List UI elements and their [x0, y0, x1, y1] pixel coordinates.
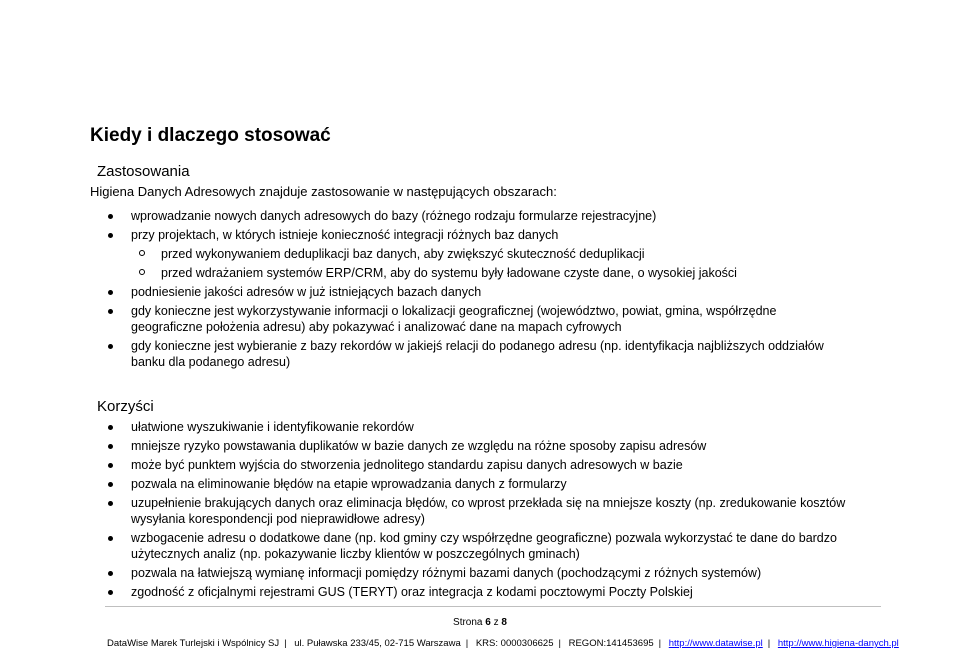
bullet-icon	[108, 425, 113, 430]
list-subitem: przed wdrażaniem systemów ERP/CRM, aby do systemu były ładowane czyste dane, o wysokiej jakości	[0, 265, 851, 281]
page-heading: Kiedy i dlaczego stosować	[90, 125, 331, 146]
footer-address: ul. Puławska 233/45, 02-715 Warszawa	[294, 638, 461, 649]
list-item: podniesienie jakości adresów w już istniejących bazach danych	[0, 284, 851, 300]
bullet-icon	[108, 444, 113, 449]
footer-link-datawise[interactable]: http://www.datawise.pl	[668, 638, 763, 649]
list-item: przy projektach, w których istnieje konieczność integracji różnych baz danych	[0, 227, 851, 243]
list-item: gdy konieczne jest wykorzystywanie informacji o lokalizacji geograficznej (województwo, powiat, gmina, współrzędne geograficzne położenia adresu) aby pokazywać i analizować dane na mapach cyfrowych	[0, 303, 851, 335]
applications-list	[0, 208, 851, 373]
bullet-icon	[108, 501, 113, 506]
list-item: wprowadzanie nowych danych adresowych do bazy (różnego rodzaju formularze rejestracyjne)	[0, 208, 851, 224]
bullet-icon	[108, 309, 113, 314]
bullet-icon	[108, 344, 113, 349]
bullet-icon	[108, 536, 113, 541]
list-item: pozwala na łatwiejszą wymianę informacji pomiędzy różnymi bazami danych (pochodzącymi z różnych systemów)	[0, 565, 851, 581]
list-item: ułatwione wyszukiwanie i identyfikowanie rekordów	[0, 419, 851, 435]
footer-krs: KRS: 0000306625	[475, 638, 554, 649]
footer-link-higiena[interactable]: http://www.higiena-danych.pl	[777, 638, 899, 649]
bullet-icon	[108, 590, 113, 595]
bullet-icon	[108, 290, 113, 295]
footer-divider	[105, 606, 881, 607]
list-item: mniejsze ryzyko powstawania duplikatów w bazie danych ze względu na różne sposoby zapisu adresów	[0, 438, 851, 454]
list-item: gdy konieczne jest wybieranie z bazy rekordów w jakiejś relacji do podanego adresu (np. identyfikacja najbliższych oddziałów banku dla podanego adresu)	[0, 338, 851, 370]
benefits-list	[0, 419, 851, 603]
footer: DataWise Marek Turlejski i Wspólnicy SJ | ul. Puławska 233/45, 02-715 Warszawa | KRS: 0000306625 | REGON:141453695 | http://www.datawise.pl | http://www.higiena-danych.pl	[107, 638, 899, 649]
section-title-korzysci: Korzyści	[97, 398, 154, 415]
hollow-bullet-icon	[139, 250, 145, 256]
list-item: wzbogacenie adresu o dodatkowe dane (np. kod gminy czy współrzędne geograficzne) pozwala wykorzystać te dane do bardzo użytecznych analiz (np. pokazywanie liczby klientów w poszczególnych gminach)	[0, 530, 851, 562]
page-number: Strona 6 z 8	[453, 617, 507, 628]
bullet-icon	[108, 214, 113, 219]
hollow-bullet-icon	[139, 269, 145, 275]
footer-regon: REGON:141453695	[568, 638, 654, 649]
list-item: pozwala na eliminowanie błędów na etapie wprowadzania danych z formularzy	[0, 476, 851, 492]
list-item: może być punktem wyjścia do stworzenia jednolitego standardu zapisu danych adresowych w bazie	[0, 457, 851, 473]
footer-company: DataWise Marek Turlejski i Wspólnicy SJ	[107, 638, 280, 649]
bullet-icon	[108, 233, 113, 238]
section-title-zastosowania: Zastosowania	[97, 163, 190, 180]
bullet-icon	[108, 571, 113, 576]
list-subitem: przed wykonywaniem deduplikacji baz danych, aby zwiększyć skuteczność deduplikacji	[0, 246, 851, 262]
list-item: zgodność z oficjalnymi rejestrami GUS (TERYT) oraz integracja z kodami pocztowymi Poczty Polskiej	[0, 584, 851, 600]
section-intro: Higiena Danych Adresowych znajduje zastosowanie w następujących obszarach:	[90, 184, 557, 199]
bullet-icon	[108, 482, 113, 487]
bullet-icon	[108, 463, 113, 468]
list-item: uzupełnienie brakujących danych oraz eliminacja błędów, co wprost przekłada się na mniejsze koszty (np. zredukowanie kosztów wysyłania korespondencji pod nieprawidłowe adresy)	[0, 495, 851, 527]
